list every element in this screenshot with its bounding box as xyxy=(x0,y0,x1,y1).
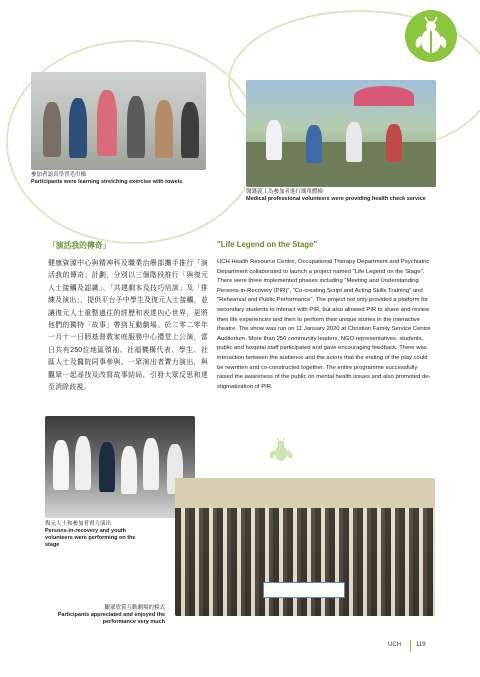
section-title-en: "Life Legend on the Stage" xyxy=(217,240,318,249)
green-bug-icon xyxy=(268,438,294,462)
caption-zh: 觀眾欣賞互動劇場的模式 xyxy=(104,605,165,611)
section-body-zh: 健康資源中心與精神科及職業治療部攜手推行「演活我的傳奇」計劃，分別以三個階段推行「與復元人士接觸及認識」、「共建劇本及技巧培訓」及「排練及演出」，提供平台予中學生及復元人士接觸，並讓復元人士重整過往的經歷和表達內心世界，更將他們的獨特「故事」帶到互動劇場。於二零二零年一月十一日假基督教家庭服務中心禮堂上公演，當日共有250位地區領袖、社福機構代表、學生、社區人士及醫院同事參與。一眾演出者賣力演出，與觀眾一起尋找及改寫故事結局，引發大眾反思和達至消除歧視。 xyxy=(48,260,208,392)
caption-zh: 醫護義工為參加者進行簡單體檢 xyxy=(246,189,324,195)
section-body-en: UCH Health Resource Centre, Occupational Therapy Department and Psychiatric Department collaborated to launch a project named "Life Legend on the Stage". There were three implemented phases including "Meeting and Understanding Persons-in-Recovery (PIR)", "Co-creating Script and Acting Skills Training" and "Rehearsal and Public Performance". The project not only provided a platform for secondary students to interact with PIR, but also allowed PIR to share and review their life experiences and then to perform their unique stories in the interactive theatre. The show was run on 11 January 2020 at Christian Family Service Centre Auditorium. More than 250 community leaders, NGO representatives, students, public and hospital staff participated and gave encouraging feedback. There was interaction between the audience and the actors that the ending of the play could be rewritten and co-constructed together. The entire programme successfully raised the awareness of the public on mental health issues and also promoted de-stigmatization of PIR. xyxy=(217,259,431,390)
section-title-zh: 「演活我的傳奇」 xyxy=(48,241,111,250)
performance-caption xyxy=(45,521,145,549)
stretching-exercise-photo xyxy=(31,72,206,170)
logo-icon xyxy=(405,10,457,62)
caption-en: Persons-in-recovery and youth volunteers were performing on the stage xyxy=(45,528,136,548)
page-number: 119 xyxy=(416,642,426,648)
caption-en: Participants appreciated and enjoyed the performance very much xyxy=(57,612,165,625)
footer-label: UCH xyxy=(388,642,401,648)
audience-caption xyxy=(55,605,165,626)
footer-divider xyxy=(410,640,411,652)
audience-group-photo xyxy=(175,478,435,616)
stage-performance-photo xyxy=(45,416,195,518)
caption-en: Medical professional volunteers were providing health check service xyxy=(246,196,426,202)
caption-en: Participants were learning stretching exercise with towels xyxy=(31,179,183,185)
caption-zh: 參加者認真學習毛巾操 xyxy=(31,172,87,178)
caption-zh: 復元人士和參加者賣力演出 xyxy=(45,521,112,527)
stretching-caption xyxy=(31,172,231,186)
health-check-caption xyxy=(246,189,461,203)
health-check-photo xyxy=(246,80,436,187)
